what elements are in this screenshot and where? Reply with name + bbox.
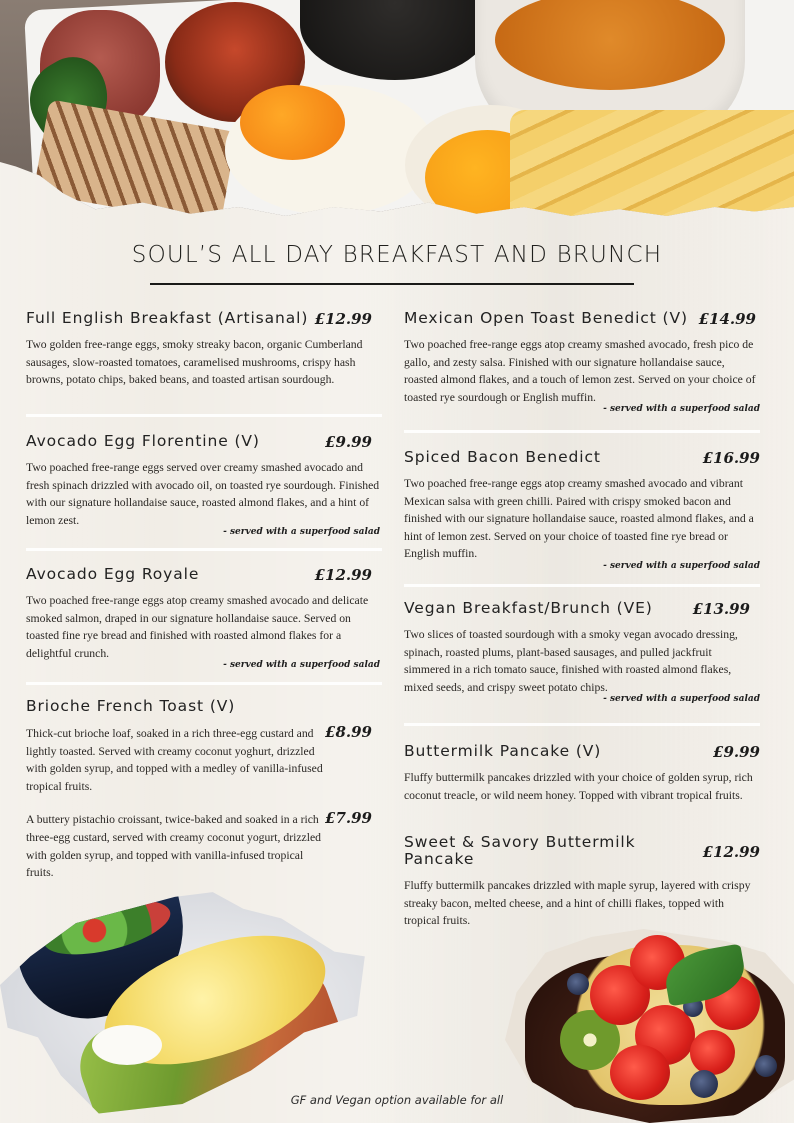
item-price: £16.99 [702,449,760,467]
menu-item-brioche-french-toast [26,698,380,882]
footer-note: GF and Vegan option available for all [290,1093,504,1107]
item-price: £9.99 [713,743,760,761]
item-price: £9.99 [325,433,372,451]
menu-item-mexican-benedict [404,310,760,414]
item-description: Two poached free-range eggs atop creamy smashed avocado and vibrant Mexican salsa with green chilli. Paired with crispy smoked bacon and finished with our signature hollandaise sauce, roasted almond flakes, and a hint of lemon zest. Served on your choice of toasted fine rye bread or English muffin. [404,477,754,561]
item-name: Avocado Egg Florentine (V) [26,432,260,450]
item-name: Full English Breakfast (Artisanal) [26,309,309,327]
item-name: Mexican Open Toast Benedict (V) [404,309,688,327]
item-note: - served with a superfood salad [603,560,760,571]
item-description: Thick-cut brioche loaf, soaked in a rich three-egg custard and lightly toasted. Served with creamy coconut yoghurt, drizzled with golden syrup, and topped with a medley of vanilla-infused tropical fruits. [26,727,323,793]
item-description: Two poached free-range eggs served over creamy smashed avocado and fresh spinach drizzled with avocado oil, on toasted rye sourdough. Finished with our signature hollandaise sauce, roasted almond flakes, and a hint of lemon zest. [26,461,380,527]
section-divider [26,682,382,685]
title-divider [150,283,634,285]
item-note: - served with a superfood salad [223,660,380,671]
item-name: Sweet & Savory Buttermilk Pancake [404,833,636,868]
page-title: SOUL’S ALL DAY BREAKFAST AND BRUNCH [131,242,663,268]
item-name: Buttermilk Pancake (V) [404,742,602,760]
item-price: £14.99 [698,310,756,328]
menu-item-spiced-bacon-benedict [404,449,760,571]
section-divider [404,584,760,587]
section-divider [404,723,760,726]
item-description: Two poached free-range eggs atop creamy smashed avocado, fresh pico de gallo, and zesty salsa. Finished with our signature hollandaise sauce, roasted almond flakes, and a touch of lemon zest. Served on your choice of toasted rye sourdough or English muffin. [404,338,756,404]
section-divider [26,414,382,417]
item-description: A buttery pistachio croissant, twice-baked and soaked in a rich three-egg custard, served with creamy coconut yogurt, drizzled with golden syrup, and topped with vanilla-infused tropical fruits. [26,813,321,880]
item-name: Avocado Egg Royale [26,565,200,583]
item-note: - served with a superfood salad [223,527,380,538]
item-note: - served with a superfood salad [603,694,760,705]
item-description: Two slices of toasted sourdough with a smoky vegan avocado dressing, spinach, roasted plums, plant-based sausages, and pulled jackfruit simmered in a rich tomato sauce, finished with roasted almond flakes, mixed seeds, and crispy sweet potato chips. [404,628,738,694]
item-price: £7.99 [325,809,372,828]
menu-item-full-english [26,310,380,389]
item-description: Two golden free-range eggs, smoky streaky bacon, organic Cumberland sausages, slow-roasted tomatoes, caramelised mushrooms, crispy hash browns, potato chips, baked beans, and toasted artisan sourdough. [26,338,363,387]
item-description: Fluffy buttermilk pancakes drizzled with maple syrup, layered with crispy streaky bacon, melted cheese, and a hint of chilli flakes, topped with tropical fruits. [404,879,751,928]
variant-pistachio-croissant [26,811,380,881]
menu-item-avocado-florentine [26,433,380,537]
item-name: Brioche French Toast (V) [26,697,236,715]
item-price: £12.99 [314,310,372,328]
item-price: £12.99 [314,566,372,584]
hero-breakfast-image [0,0,794,225]
eggs-benedict-image [0,885,380,1123]
section-divider [404,430,760,433]
item-name: Vegan Breakfast/Brunch (VE) [404,599,653,617]
item-description: Two poached free-range eggs atop creamy smashed avocado and delicate smoked salmon, draped in our signature hollandaise sauce. Served on toasted fine rye bread and finished with roasted almond flakes for a delightful crunch. [26,594,369,660]
section-divider [26,548,382,551]
menu-item-buttermilk-pancake [404,743,760,804]
item-name: Spiced Bacon Benedict [404,448,601,466]
item-price: £13.99 [692,600,750,618]
menu-item-vegan-breakfast [404,600,760,704]
item-description: Fluffy buttermilk pancakes drizzled with your choice of golden syrup, rich coconut treacle, or wild neem honey. Topped with vibrant tropical fruits. [404,771,753,802]
variant-brioche [26,725,380,795]
menu-item-avocado-royale [26,566,380,670]
menu-item-sweet-savory-pancake [404,834,760,930]
item-price: £8.99 [325,723,372,741]
item-price: £12.99 [702,843,760,861]
item-note: - served with a superfood salad [603,404,760,415]
